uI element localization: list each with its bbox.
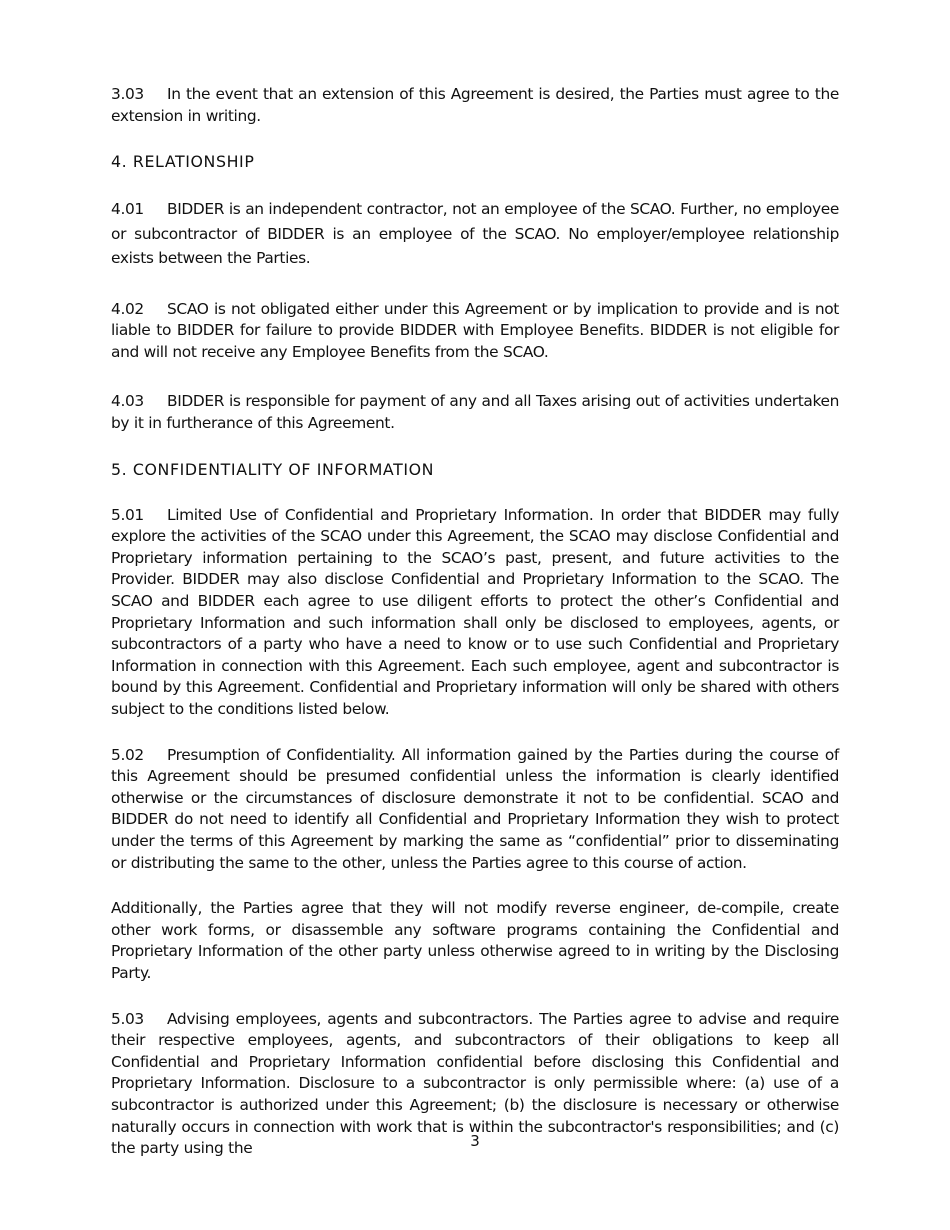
- heading-relationship: 4. RELATIONSHIP: [111, 152, 255, 172]
- section-5-01: [111, 505, 839, 721]
- section-title: Presumption of Confidentiality.: [167, 745, 396, 764]
- section-4-03: [111, 391, 839, 434]
- section-text: BIDDER is responsible for payment of any and all Taxes arising out of activities undertaken by it in furtherance of this Agreement.: [111, 392, 839, 433]
- section-title: Advising employees, agents and subcontractors.: [167, 1009, 533, 1028]
- section-title: Limited Use of Confidential and Proprietary Information.: [167, 505, 594, 524]
- section-number: 3.03: [111, 85, 144, 103]
- section-number: 4.03: [111, 392, 144, 411]
- section-4-02: [111, 299, 839, 364]
- section-4-01: [111, 197, 839, 271]
- section-text: The Parties agree to advise and require their respective employees, agents, and subcontractors of their obligations to keep all Confidential and Proprietary Information confidential before disclosing this Confidential and Proprietary Information. Disclosure to a subcontractor is only permissible where: (a) use of a subcontractor is authorized under this Agreement; (b) the disclosure is necessary or otherwise naturally occurs in connection with work that is within the subcontractor's responsibilities; and (c) the party using the: [111, 1009, 840, 1158]
- section-number: 5.01: [111, 505, 144, 524]
- section-text: In order that BIDDER may fully explore the activities of the SCAO under this Agreement, the SCAO may disclose Confidential and Proprietary information pertaining to the SCAO’s past, present, and future activities to the Provider. BIDDER may also disclose Confidential and Proprietary Information to the SCAO. The SCAO and BIDDER each agree to use diligent efforts to protect the other’s Confidential and Proprietary Information and such information shall only be disclosed to employees, agents, or subcontractors of a party who have a need to know or to use such Confidential and Proprietary Information in connection with this Agreement. Each such employee, agent and subcontractor is bound by this Agreement. Confidential and Proprietary information will only be shared with others subject to the conditions listed below.: [111, 505, 839, 718]
- section-text: BIDDER is an independent contractor, not an employee of the SCAO. Further, no employee or subcontractor of BIDDER is an employee of the SCAO. No employer/employee relationship exists between the Parties.: [111, 200, 839, 268]
- section-text: SCAO is not obligated either under this Agreement or by implication to provide and is not liable to BIDDER for failure to provide BIDDER with Employee Benefits. BIDDER is not eligible for and will not receive any Employee Benefits from the SCAO.: [111, 299, 839, 361]
- section-number: 4.02: [111, 299, 144, 318]
- section-3-03: [111, 84, 839, 127]
- heading-confidentiality: 5. CONFIDENTIALITY OF INFORMATION: [111, 459, 435, 479]
- section-number: 4.01: [111, 200, 144, 219]
- section-5-02: [111, 745, 839, 875]
- section-text: In the event that an extension of this Agreement is desired, the Parties must agree to the extension in writing.: [111, 85, 839, 125]
- additionally-paragraph: Additionally, the Parties agree that they will not modify reverse engineer, de-compile, create other work forms, or disassemble any software programs containing the Confidential and Proprietary Information of the other party unless otherwise agreed to in writing by the Disclosing Party.: [111, 899, 839, 982]
- section-number: 5.02: [111, 745, 144, 764]
- section-text: All information gained by the Parties during the course of this Agreement should be presumed confidential unless the information is clearly identified otherwise or the circumstances of disclosure demonstrate it not to be confidential. SCAO and BIDDER do not need to identify all Confidential and Proprietary Information they wish to protect under the terms of this Agreement by marking the same as “confidential” prior to disseminating or distributing the same to the other, unless the Parties agree to this course of action.: [111, 745, 839, 872]
- document-page: [111, 84, 839, 1160]
- section-number: 5.03: [111, 1009, 144, 1028]
- page-number: 3: [470, 1132, 480, 1150]
